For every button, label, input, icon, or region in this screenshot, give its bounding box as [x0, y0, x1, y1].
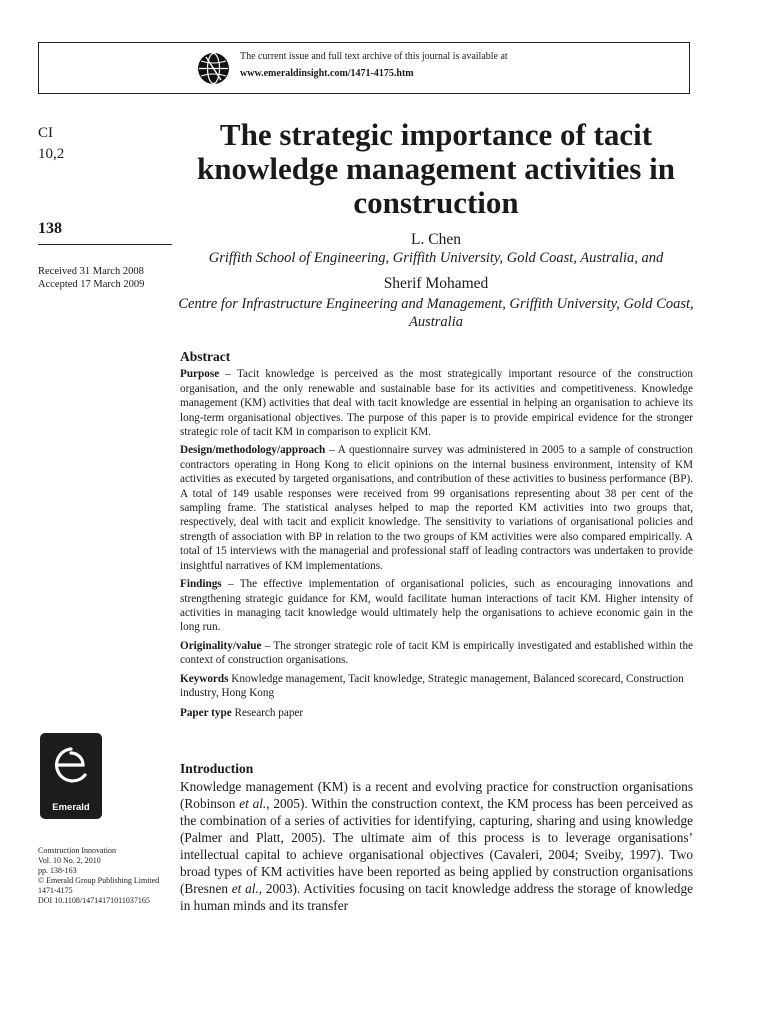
margin-divider	[38, 244, 172, 245]
section-text: Research paper	[231, 707, 304, 720]
journal-name: Construction Innovation	[38, 846, 116, 855]
abstract-originality	[180, 639, 693, 668]
section-text: Knowledge management, Tacit knowledge, Strategic management, Balanced scorecard, Construction industry, Hong Kong	[180, 672, 684, 699]
paper-title: The strategic importance of tacit knowledge management activities in construction	[197, 117, 675, 220]
intro-text-italic: et al.	[231, 881, 259, 896]
introduction-paragraph	[180, 778, 693, 914]
issn: 1471-4175	[38, 886, 73, 895]
journal-volume: Vol. 10 No. 2, 2010	[38, 856, 101, 865]
journal-citation-info	[38, 846, 159, 906]
section-label: Paper type	[180, 707, 232, 720]
page-number: 138	[38, 220, 62, 237]
section-label: Design/methodology/approach	[180, 444, 326, 457]
intro-text: , 2003). Activities focusing on tacit knowledge address the storage of knowledge in human minds and its transfer	[180, 881, 694, 913]
section-text: – Tacit knowledge is perceived as the most strategically important resource of the construction organisation, and the only renewable and sustainable base for its activities and competitiveness. Knowledge management (KM) activities that deal with tacit knowledge are essential in helping an organisation to achieve its long-term organisational objectives. The purpose of this paper is to provide empirical evidence for the stronger strategic role of tacit KM in comparison to explicit KM.	[180, 368, 693, 439]
intro-text-italic: et al.	[239, 796, 267, 811]
doi: DOI 10.1108/14714171011037165	[38, 896, 150, 905]
section-label: Originality/value	[180, 639, 262, 652]
introduction-heading: Introduction	[180, 761, 254, 776]
volume-issue: 10,2	[38, 146, 65, 162]
globe-icon	[197, 52, 230, 85]
logo-wordmark: Emerald	[52, 802, 90, 813]
section-label: Purpose	[180, 368, 220, 381]
emerald-e-icon	[51, 743, 91, 793]
author-name: Sherif Mohamed	[383, 275, 489, 292]
section-label: Findings	[180, 578, 222, 591]
section-label: Keywords	[180, 672, 229, 685]
author-affiliation: Griffith School of Engineering, Griffith University, Gold Coast, Australia, and	[208, 250, 664, 266]
journal-url-link[interactable]: www.emeraldinsight.com/1471-4175.htm	[240, 68, 414, 79]
abstract-heading: Abstract	[180, 349, 231, 364]
section-text: – A questionnaire survey was administered in 2005 to a sample of construction contractors operating in Hong Kong to elicit opinions on the internal business environment, intensity of KM activities as executed by targeted organisations, and contribution of these activities to business performance (BP). A total of 149 usable responses were received from 99 organisations representing about 38 per cent of the sampling frame. The statistical analyses helped to map the reported KM activities into two groups that, respectively, deal with tacit and explicit knowledge. The sensitivity to variations of organisational policies and strength of association with BP in relation to the two groups of KM activities were also compared empirically. A total of 15 interviews with the managerial and professional staff of leading contractors was undertaken to provide insightful narratives of KM implementations.	[180, 444, 693, 572]
availability-text: The current issue and full text archive of this journal is available at	[240, 51, 508, 62]
received-dates	[38, 265, 144, 291]
journal-code: CI	[38, 125, 53, 141]
journal-volume-info	[38, 123, 64, 165]
journal-pages: pp. 138-163	[38, 866, 77, 875]
publisher: © Emerald Group Publishing Limited	[38, 876, 160, 885]
abstract-paper-type	[180, 706, 693, 720]
abstract-purpose	[180, 367, 693, 439]
abstract-findings	[180, 577, 693, 635]
intro-text: Knowledge management (KM) is a recent and evolving practice for construction organisations (Robinson	[180, 779, 693, 811]
accepted-date: Accepted 17 March 2009	[38, 279, 145, 290]
abstract	[180, 350, 693, 725]
intro-text: , 2005). Within the construction context, the KM process has been perceived as the combination of a series of activities for identifying, capturing, sharing and using knowledge (Palmer and Platt, 2005). The ultimate aim of this process is to leverage organisations’ intellectual capital to achieve organisational objectives (Cavaleri, 2004; Sveiby, 1997). Two broad types of KM activities have been reported as being applied by construction organisations (Bresnen	[180, 796, 694, 896]
section-text: – The stronger strategic role of tacit KM is empirically investigated and established within the context of construction organisations.	[180, 639, 693, 667]
author-name: L. Chen	[411, 231, 461, 248]
received-date: Received 31 March 2008	[38, 266, 144, 277]
section-text: – The effective implementation of organisational policies, such as encouraging innovations and strengthening strategic guidance for KM, would facilitate human interactions of tacit KM. Higher intensity of activities in managing tacit knowledge would ultimately help the organisations to achieve economic gain in the long run.	[180, 578, 693, 634]
abstract-methodology	[180, 443, 693, 573]
author-affiliation: Centre for Infrastructure Engineering and Management, Griffith University, Gold Coast, Australia	[178, 296, 694, 330]
emerald-logo	[40, 733, 102, 819]
abstract-keywords	[180, 672, 693, 701]
